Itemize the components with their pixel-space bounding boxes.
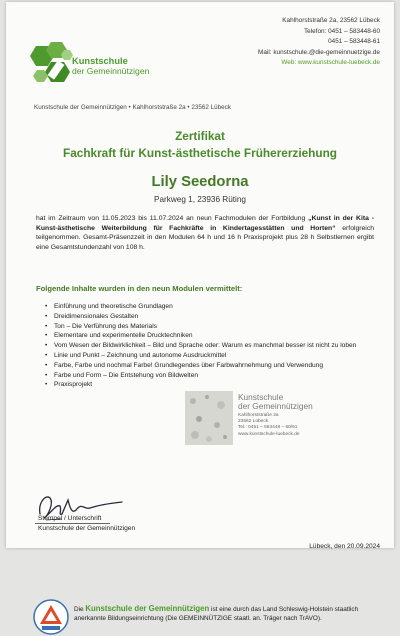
module-item: • Praxisprojekt <box>44 380 362 390</box>
place-date: Lübeck, den 20.09.2024 <box>309 543 380 550</box>
stamp-street: Kahlhorststraße 2a <box>238 413 279 418</box>
module-item: • Ton – Die Verführung des Materials <box>44 322 362 332</box>
module-item: • Farbe und Form – Die Entstehung von Bildwelten <box>44 371 362 381</box>
modules-list <box>44 302 362 390</box>
signature-caption-line1: Stempel / Unterschrift <box>38 515 102 522</box>
contact-block <box>258 16 380 69</box>
school-stamp <box>185 391 335 445</box>
signature-caption-line2: Kunstschule der Gemeinnützigen <box>38 524 136 532</box>
brand-wordmark <box>72 57 149 76</box>
stamp-title <box>238 393 313 411</box>
stamp-web: www.kunstschule-luebeck.de <box>238 431 300 437</box>
stamp-title-line2: der Gemeinnützigen <box>238 401 313 411</box>
intro-course-title: „Kunst in der Kita - Kunst-ästhetische Weiterbildung für Fachkräfte in Kindertagesstätten und Horten“ <box>36 215 374 232</box>
contact-web: Web: www.kunstschule-luebeck.de <box>281 59 380 67</box>
module-item: • Elementare und experimentelle Drucktechniken <box>44 331 362 341</box>
stamp-phone: Tel.: 0451 – 583448 – 60/61 <box>238 425 298 431</box>
module-item: • Linie und Punkt – Zeichnung und autonome Ausdruckmittel <box>44 351 362 361</box>
contact-mail: Mail: kunstschule.@die-gemeinnuetzige.de <box>258 48 380 56</box>
footer-note <box>74 604 380 623</box>
certificate-subtitle: Fachkraft für Kunst-ästhetische Frühererziehung <box>63 146 337 160</box>
modules-heading: Folgende Inhalte wurden in den neun Modulen vermittelt: <box>36 284 243 293</box>
stamp-title-line1: Kunstschule <box>238 392 284 402</box>
module-item: • Farbe, Farbe und nochmal Farbe! Grundlegendes über Farbwahrnehmung und Verwendung <box>44 361 362 371</box>
footer-post: ist eine durch das Land Schleswig-Holstein staatlich anerkannte Bildungseinrichtung (Die GEMEINNÜTZIGE staatl. an. Träger nach TrAVO). <box>74 606 359 622</box>
recipient-residence: Parkweg 1, 23936 Rüting <box>154 195 246 204</box>
accreditation-badge <box>32 598 70 636</box>
sender-line: Kunstschule der Gemeinnützigen • Kahlhorststraße 2a • 23562 Lübeck <box>34 104 231 111</box>
stamp-address <box>238 413 300 438</box>
brand-name: Kunstschule <box>72 56 128 66</box>
module-item: • Vom Wesen der Bildwirklichkeit – Bild und Sprache oder: Warum es manchmal besser ist nicht zu loben <box>44 341 362 351</box>
intro-text-post: erfolgreich teilgenommen. Gesamt-Präsenzzeit in den Modulen 64 h und 16 h Praxisprojekt plus 28 h Selbstlernen ergibt eine Gesamtstundenzahl von 108 h. <box>36 224 374 251</box>
contact-phone-2: 0451 – 583448-61 <box>328 38 380 46</box>
footer-highlight: Kunstschule der Gemeinnützigen <box>85 604 210 613</box>
stamp-texture <box>185 391 233 445</box>
module-item: • Einführung und theoretische Grundlagen <box>44 302 362 312</box>
certificate-intro <box>36 214 374 252</box>
recipient-name: Lily Seedorna <box>151 174 249 190</box>
intro-text-pre: hat im Zeitraum von 11.05.2023 bis 11.07.2024 an neun Fachmodulen der Fortbildung <box>36 215 306 222</box>
contact-address: Kahlhorststraße 2a, 23562 Lübeck <box>282 17 380 24</box>
certificate-title: Zertifikat <box>175 129 225 143</box>
contact-phone-1: Telefon: 0451 – 583448-60 <box>303 27 380 35</box>
certificate-page <box>6 2 394 622</box>
brand-subname: der Gemeinnützigen <box>72 65 150 76</box>
stamp-city: 23562 Lübeck <box>238 419 269 425</box>
module-item: • Dreidimensionales Gestalten <box>44 312 362 322</box>
footer-pre: Die <box>74 606 86 613</box>
signature-caption <box>38 514 135 533</box>
